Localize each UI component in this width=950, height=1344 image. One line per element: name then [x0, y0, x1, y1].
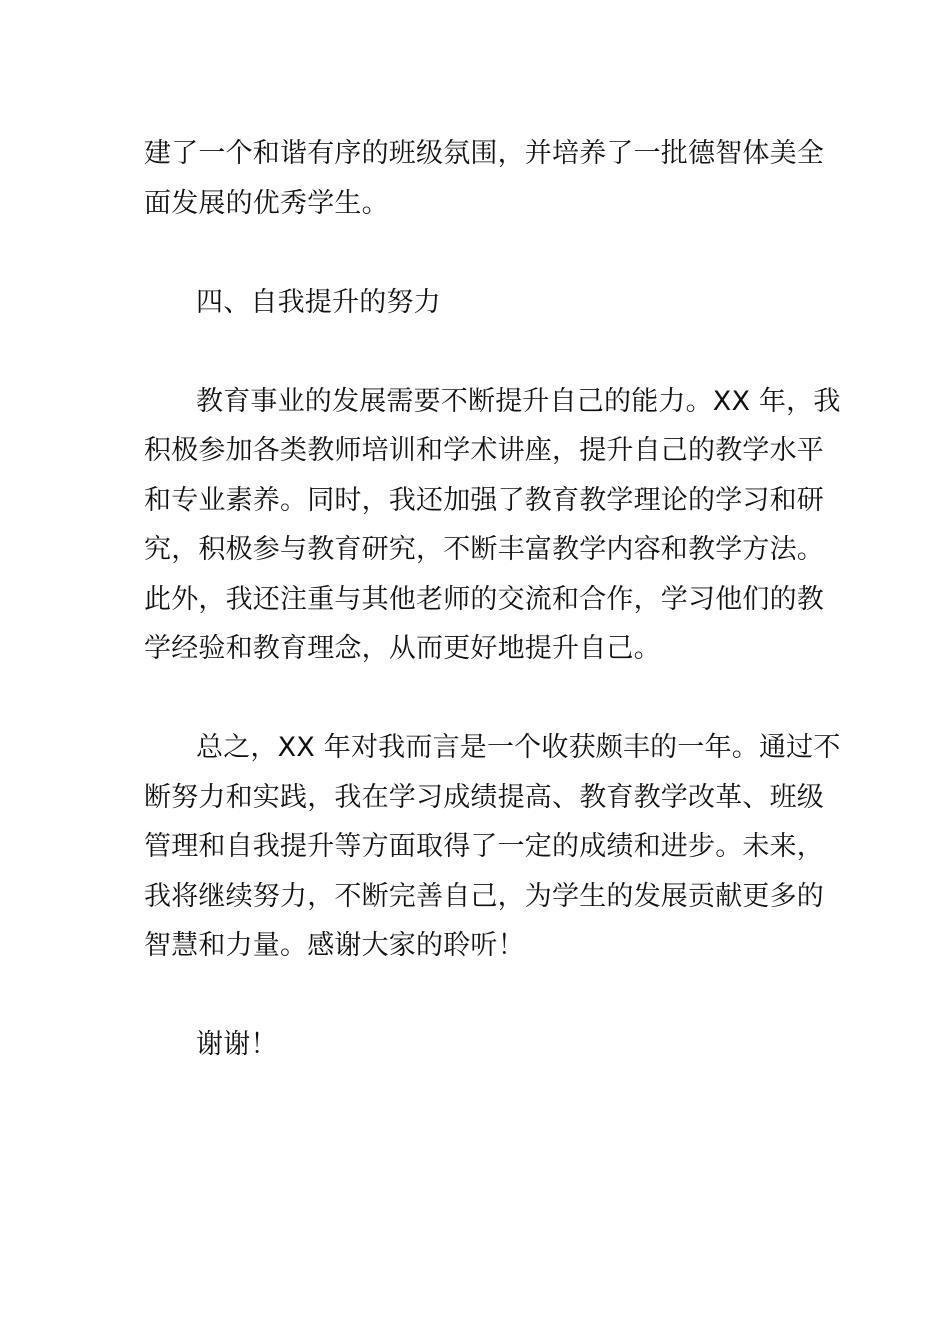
paragraph-spacer [144, 228, 808, 278]
text-line: 究，积极参与教育研究，不断丰富教学内容和教学方法。 [144, 534, 824, 565]
paragraph-spacer [144, 674, 808, 724]
text-line: 管理和自我提升等方面取得了一定的成绩和进步。未来， [144, 831, 824, 862]
text-line: 智慧和力量。感谢大家的聆听！ [144, 930, 525, 961]
text-line: 断努力和实践，我在学习成绩提高、教育教学改革、班级 [144, 781, 824, 813]
text-line: 总之，XX 年对我而言是一个收获颇丰的一年。通过不 [196, 732, 841, 763]
paragraph-conclusion [144, 723, 841, 971]
text-line: 我将继续努力，不断完善自己，为学生的发展贡献更多的 [144, 880, 824, 912]
text-line: 学经验和教育理念，从而更好地提升自己。 [144, 633, 661, 664]
text-line: 教育事业的发展需要不断提升自己的能力。XX 年，我 [196, 385, 841, 417]
text-line: 建了一个和谐有序的班级氛围，并培养了一批德智体美全 [144, 138, 824, 169]
text-line: 面发展的优秀学生。 [144, 187, 389, 219]
paragraph-spacer [144, 971, 808, 1021]
paragraph-continued [144, 129, 824, 228]
text-line: 此外，我还注重与其他老师的交流和合作，学习他们的教 [144, 583, 824, 615]
text-line: 和专业素养。同时，我还加强了教育教学理论的学习和研 [144, 484, 824, 516]
paragraph-spacer [144, 327, 808, 377]
document-body [144, 129, 841, 1070]
closing-line: 谢谢！ [196, 1029, 278, 1060]
text-line: 积极参加各类教师培训和学术讲座，提升自己的教学水平 [144, 435, 824, 466]
section-heading: 四、自我提升的努力 [196, 286, 441, 318]
paragraph-self-improvement [144, 377, 841, 674]
